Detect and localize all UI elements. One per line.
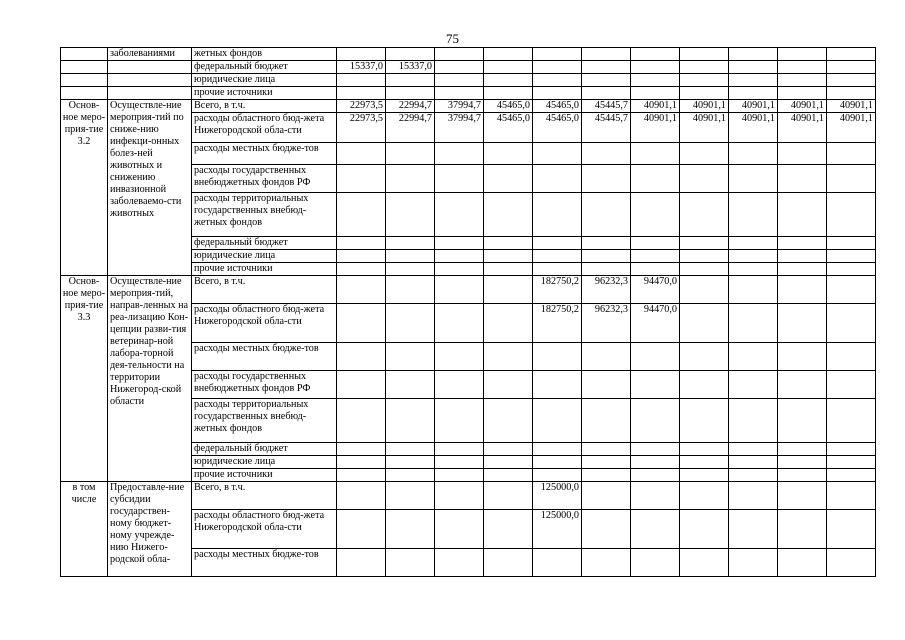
value-cell xyxy=(729,61,778,74)
value-cell xyxy=(778,61,827,74)
funding-source-cell: Всего, в т.ч. xyxy=(192,100,337,113)
value-cell xyxy=(827,371,876,399)
value-cell xyxy=(533,456,582,469)
value-cell xyxy=(631,482,680,510)
value-cell: 40901,1 xyxy=(729,113,778,143)
value-cell xyxy=(680,469,729,482)
value-cell xyxy=(386,276,435,304)
table-row xyxy=(61,74,876,87)
value-cell xyxy=(484,237,533,250)
row-title-cell xyxy=(108,74,192,87)
value-cell xyxy=(435,237,484,250)
value-cell: 37994,7 xyxy=(435,113,484,143)
row-code-cell xyxy=(61,74,108,87)
value-cell xyxy=(680,371,729,399)
value-cell xyxy=(337,443,386,456)
value-cell xyxy=(386,371,435,399)
value-cell xyxy=(729,549,778,577)
value-cell xyxy=(582,399,631,443)
funding-source-cell: расходы областного бюд-жета Нижегородской обла-сти xyxy=(192,304,337,343)
value-cell xyxy=(827,469,876,482)
value-cell xyxy=(680,250,729,263)
value-cell xyxy=(386,399,435,443)
value-cell xyxy=(827,304,876,343)
value-cell: 125000,0 xyxy=(533,510,582,549)
page-number: 75 xyxy=(446,31,459,46)
value-cell xyxy=(337,263,386,276)
value-cell xyxy=(729,469,778,482)
value-cell xyxy=(827,61,876,74)
value-cell xyxy=(533,469,582,482)
value-cell xyxy=(386,74,435,87)
value-cell xyxy=(435,250,484,263)
value-cell xyxy=(435,469,484,482)
activity-title-cell: Предоставле-ние субсидии государствен-ному бюджет-ному учрежде-нию Нижего-родской обла- xyxy=(108,482,192,577)
value-cell xyxy=(337,276,386,304)
value-cell xyxy=(631,61,680,74)
value-cell xyxy=(533,263,582,276)
value-cell xyxy=(582,469,631,482)
table-row xyxy=(61,61,876,74)
value-cell xyxy=(533,443,582,456)
value-cell xyxy=(729,143,778,165)
value-cell xyxy=(337,343,386,371)
activity-title-cell: Осуществле-ние мероприя-тий по сниже-нию инфекци-онных болез-ней животных и снижению инвазионной заболеваемо-сти животных xyxy=(108,100,192,276)
value-cell: 37994,7 xyxy=(435,100,484,113)
value-cell xyxy=(778,237,827,250)
row-title-cell xyxy=(108,61,192,74)
row-title-cell: заболеваниями xyxy=(108,48,192,61)
value-cell xyxy=(435,399,484,443)
value-cell xyxy=(827,237,876,250)
table-row xyxy=(61,48,876,61)
value-cell xyxy=(680,510,729,549)
value-cell xyxy=(778,510,827,549)
budget-table xyxy=(60,47,876,577)
value-cell xyxy=(778,482,827,510)
value-cell xyxy=(631,87,680,100)
value-cell xyxy=(386,549,435,577)
value-cell xyxy=(582,74,631,87)
value-cell xyxy=(386,482,435,510)
value-cell xyxy=(729,443,778,456)
value-cell xyxy=(582,510,631,549)
value-cell xyxy=(484,276,533,304)
value-cell xyxy=(435,276,484,304)
value-cell xyxy=(484,143,533,165)
value-cell xyxy=(337,304,386,343)
value-cell xyxy=(435,263,484,276)
value-cell xyxy=(778,193,827,237)
value-cell xyxy=(484,48,533,61)
value-cell xyxy=(582,250,631,263)
value-cell xyxy=(484,61,533,74)
value-cell: 22994,7 xyxy=(386,113,435,143)
value-cell xyxy=(680,343,729,371)
value-cell xyxy=(582,263,631,276)
value-cell xyxy=(337,399,386,443)
value-cell xyxy=(435,510,484,549)
funding-source-cell: расходы территориальных государственных внебюд-жетных фондов xyxy=(192,399,337,443)
value-cell xyxy=(484,193,533,237)
value-cell: 40901,1 xyxy=(778,100,827,113)
value-cell xyxy=(582,549,631,577)
funding-source-cell: федеральный бюджет xyxy=(192,443,337,456)
value-cell xyxy=(631,469,680,482)
value-cell xyxy=(435,61,484,74)
value-cell xyxy=(680,443,729,456)
value-cell xyxy=(827,143,876,165)
value-cell xyxy=(582,143,631,165)
value-cell xyxy=(484,250,533,263)
value-cell: 182750,2 xyxy=(533,304,582,343)
value-cell xyxy=(778,165,827,193)
value-cell xyxy=(631,250,680,263)
value-cell xyxy=(778,399,827,443)
value-cell xyxy=(386,456,435,469)
value-cell xyxy=(729,250,778,263)
value-cell: 94470,0 xyxy=(631,304,680,343)
value-cell xyxy=(484,469,533,482)
value-cell xyxy=(778,263,827,276)
value-cell xyxy=(778,304,827,343)
value-cell: 45465,0 xyxy=(533,100,582,113)
value-cell xyxy=(680,549,729,577)
value-cell xyxy=(582,193,631,237)
value-cell: 45465,0 xyxy=(533,113,582,143)
funding-source-cell: юридические лица xyxy=(192,456,337,469)
value-cell xyxy=(827,165,876,193)
value-cell xyxy=(827,343,876,371)
value-cell xyxy=(827,87,876,100)
value-cell xyxy=(827,250,876,263)
table-row xyxy=(61,87,876,100)
value-cell xyxy=(484,482,533,510)
value-cell xyxy=(484,165,533,193)
value-cell xyxy=(631,510,680,549)
activity-title-cell: Осуществле-ние мероприя-тий, направ-ленных на реа-лизацию Кон-цепции разви-тия ветеринар-ной лабора-торной дея-тельности на территории Нижегород-ской области xyxy=(108,276,192,482)
value-cell xyxy=(337,250,386,263)
value-cell: 40901,1 xyxy=(827,113,876,143)
value-cell xyxy=(680,165,729,193)
value-cell xyxy=(337,371,386,399)
value-cell xyxy=(680,87,729,100)
value-cell xyxy=(484,343,533,371)
value-cell xyxy=(435,48,484,61)
value-cell xyxy=(631,343,680,371)
value-cell: 40901,1 xyxy=(778,113,827,143)
value-cell xyxy=(827,510,876,549)
activity-code-cell: Основ-ное меро-прия-тие 3.2 xyxy=(61,100,108,276)
value-cell xyxy=(337,74,386,87)
funding-source-cell: прочие источники xyxy=(192,263,337,276)
value-cell xyxy=(386,165,435,193)
value-cell xyxy=(484,371,533,399)
value-cell: 40901,1 xyxy=(631,100,680,113)
value-cell xyxy=(680,237,729,250)
value-cell xyxy=(778,549,827,577)
value-cell xyxy=(533,237,582,250)
value-cell xyxy=(533,399,582,443)
value-cell xyxy=(631,74,680,87)
value-cell: 40901,1 xyxy=(827,100,876,113)
value-cell xyxy=(435,456,484,469)
value-cell xyxy=(337,456,386,469)
value-cell: 22973,5 xyxy=(337,113,386,143)
value-cell xyxy=(729,193,778,237)
value-cell: 94470,0 xyxy=(631,276,680,304)
row-code-cell xyxy=(61,61,108,74)
value-cell xyxy=(729,371,778,399)
value-cell xyxy=(778,74,827,87)
value-cell xyxy=(337,469,386,482)
value-cell xyxy=(729,304,778,343)
funding-source-cell: федеральный бюджет xyxy=(192,237,337,250)
value-cell xyxy=(582,237,631,250)
value-cell xyxy=(484,74,533,87)
funding-source-cell: расходы государственных внебюджетных фондов РФ xyxy=(192,165,337,193)
funding-source-cell: расходы местных бюдже-тов xyxy=(192,549,337,577)
value-cell: 182750,2 xyxy=(533,276,582,304)
value-cell xyxy=(680,456,729,469)
value-cell xyxy=(729,237,778,250)
value-cell xyxy=(631,456,680,469)
value-cell xyxy=(533,143,582,165)
value-cell xyxy=(435,343,484,371)
funding-source-cell: Всего, в т.ч. xyxy=(192,276,337,304)
value-cell: 40901,1 xyxy=(680,113,729,143)
value-cell xyxy=(778,87,827,100)
value-cell xyxy=(680,276,729,304)
value-cell xyxy=(827,482,876,510)
value-cell xyxy=(435,549,484,577)
value-cell xyxy=(827,48,876,61)
value-cell xyxy=(484,87,533,100)
funding-source-cell: жетных фондов xyxy=(192,48,337,61)
funding-source-cell: расходы местных бюдже-тов xyxy=(192,143,337,165)
value-cell xyxy=(680,61,729,74)
value-cell xyxy=(631,193,680,237)
value-cell xyxy=(533,61,582,74)
value-cell xyxy=(778,443,827,456)
activity-code-cell: Основ-ное меро-прия-тие 3.3 xyxy=(61,276,108,482)
value-cell xyxy=(337,48,386,61)
value-cell xyxy=(386,343,435,371)
row-title-cell xyxy=(108,87,192,100)
value-cell xyxy=(729,482,778,510)
value-cell xyxy=(631,263,680,276)
value-cell xyxy=(582,48,631,61)
value-cell xyxy=(533,343,582,371)
value-cell xyxy=(337,549,386,577)
value-cell xyxy=(435,74,484,87)
value-cell xyxy=(778,143,827,165)
value-cell xyxy=(778,469,827,482)
value-cell xyxy=(729,263,778,276)
value-cell xyxy=(386,237,435,250)
value-cell xyxy=(484,510,533,549)
value-cell: 45465,0 xyxy=(484,100,533,113)
value-cell xyxy=(533,250,582,263)
value-cell xyxy=(778,48,827,61)
value-cell xyxy=(484,399,533,443)
value-cell: 22994,7 xyxy=(386,100,435,113)
value-cell xyxy=(484,456,533,469)
funding-source-cell: прочие источники xyxy=(192,469,337,482)
value-cell xyxy=(582,87,631,100)
value-cell xyxy=(827,263,876,276)
value-cell xyxy=(680,263,729,276)
value-cell xyxy=(631,237,680,250)
value-cell xyxy=(827,399,876,443)
funding-source-cell: расходы областного бюд-жета Нижегородской обла-сти xyxy=(192,510,337,549)
value-cell xyxy=(386,48,435,61)
value-cell xyxy=(631,549,680,577)
funding-source-cell: юридические лица xyxy=(192,74,337,87)
funding-source-cell: юридические лица xyxy=(192,250,337,263)
value-cell xyxy=(386,143,435,165)
value-cell xyxy=(631,399,680,443)
value-cell: 15337,0 xyxy=(386,61,435,74)
value-cell xyxy=(533,193,582,237)
value-cell xyxy=(631,371,680,399)
value-cell xyxy=(386,510,435,549)
funding-source-cell: расходы территориальных государственных внебюд-жетных фондов xyxy=(192,193,337,237)
value-cell xyxy=(778,276,827,304)
value-cell xyxy=(533,48,582,61)
value-cell xyxy=(631,165,680,193)
value-cell xyxy=(729,510,778,549)
value-cell xyxy=(680,304,729,343)
value-cell xyxy=(582,343,631,371)
value-cell: 22973,5 xyxy=(337,100,386,113)
value-cell xyxy=(484,443,533,456)
value-cell xyxy=(435,304,484,343)
value-cell xyxy=(729,456,778,469)
value-cell xyxy=(680,193,729,237)
value-cell xyxy=(778,456,827,469)
value-cell xyxy=(827,74,876,87)
value-cell xyxy=(778,343,827,371)
value-cell xyxy=(484,549,533,577)
value-cell xyxy=(337,237,386,250)
value-cell xyxy=(337,482,386,510)
value-cell: 40901,1 xyxy=(729,100,778,113)
value-cell xyxy=(582,443,631,456)
value-cell xyxy=(582,61,631,74)
value-cell xyxy=(631,443,680,456)
value-cell: 96232,3 xyxy=(582,276,631,304)
value-cell xyxy=(827,456,876,469)
value-cell xyxy=(582,165,631,193)
value-cell xyxy=(484,263,533,276)
value-cell xyxy=(533,165,582,193)
table-row xyxy=(61,100,876,113)
value-cell xyxy=(533,87,582,100)
value-cell xyxy=(435,443,484,456)
value-cell xyxy=(729,399,778,443)
funding-source-cell: расходы государственных внебюджетных фондов РФ xyxy=(192,371,337,399)
value-cell xyxy=(386,304,435,343)
value-cell xyxy=(729,343,778,371)
value-cell xyxy=(435,165,484,193)
value-cell xyxy=(386,263,435,276)
value-cell xyxy=(386,87,435,100)
value-cell xyxy=(729,48,778,61)
value-cell xyxy=(337,510,386,549)
value-cell xyxy=(680,399,729,443)
value-cell xyxy=(533,74,582,87)
value-cell xyxy=(533,371,582,399)
value-cell xyxy=(582,371,631,399)
funding-source-cell: федеральный бюджет xyxy=(192,61,337,74)
value-cell xyxy=(484,304,533,343)
value-cell xyxy=(729,87,778,100)
value-cell xyxy=(435,143,484,165)
value-cell xyxy=(435,193,484,237)
value-cell: 15337,0 xyxy=(337,61,386,74)
value-cell: 40901,1 xyxy=(631,113,680,143)
value-cell xyxy=(729,276,778,304)
value-cell xyxy=(680,74,729,87)
value-cell xyxy=(435,371,484,399)
value-cell xyxy=(386,443,435,456)
row-code-cell xyxy=(61,87,108,100)
value-cell xyxy=(680,48,729,61)
value-cell xyxy=(435,482,484,510)
value-cell xyxy=(386,250,435,263)
value-cell: 45465,0 xyxy=(484,113,533,143)
value-cell xyxy=(680,143,729,165)
value-cell: 96232,3 xyxy=(582,304,631,343)
value-cell xyxy=(631,143,680,165)
value-cell xyxy=(827,443,876,456)
value-cell xyxy=(778,371,827,399)
value-cell xyxy=(386,193,435,237)
funding-source-cell: прочие источники xyxy=(192,87,337,100)
value-cell: 45445,7 xyxy=(582,113,631,143)
value-cell xyxy=(680,482,729,510)
value-cell: 45445,7 xyxy=(582,100,631,113)
value-cell xyxy=(582,456,631,469)
value-cell xyxy=(778,250,827,263)
value-cell xyxy=(582,482,631,510)
value-cell xyxy=(827,193,876,237)
activity-code-cell: в том числе xyxy=(61,482,108,577)
value-cell xyxy=(337,87,386,100)
value-cell xyxy=(337,165,386,193)
value-cell: 125000,0 xyxy=(533,482,582,510)
funding-source-cell: расходы местных бюдже-тов xyxy=(192,343,337,371)
row-code-cell xyxy=(61,48,108,61)
value-cell xyxy=(729,165,778,193)
value-cell xyxy=(631,48,680,61)
table-row xyxy=(61,482,876,510)
value-cell xyxy=(827,549,876,577)
value-cell xyxy=(337,143,386,165)
value-cell xyxy=(827,276,876,304)
funding-source-cell: расходы областного бюд-жета Нижегородской обла-сти xyxy=(192,113,337,143)
table-row xyxy=(61,276,876,304)
value-cell xyxy=(533,549,582,577)
value-cell xyxy=(386,469,435,482)
value-cell xyxy=(435,87,484,100)
value-cell xyxy=(337,193,386,237)
funding-source-cell: Всего, в т.ч. xyxy=(192,482,337,510)
value-cell: 40901,1 xyxy=(680,100,729,113)
value-cell xyxy=(729,74,778,87)
